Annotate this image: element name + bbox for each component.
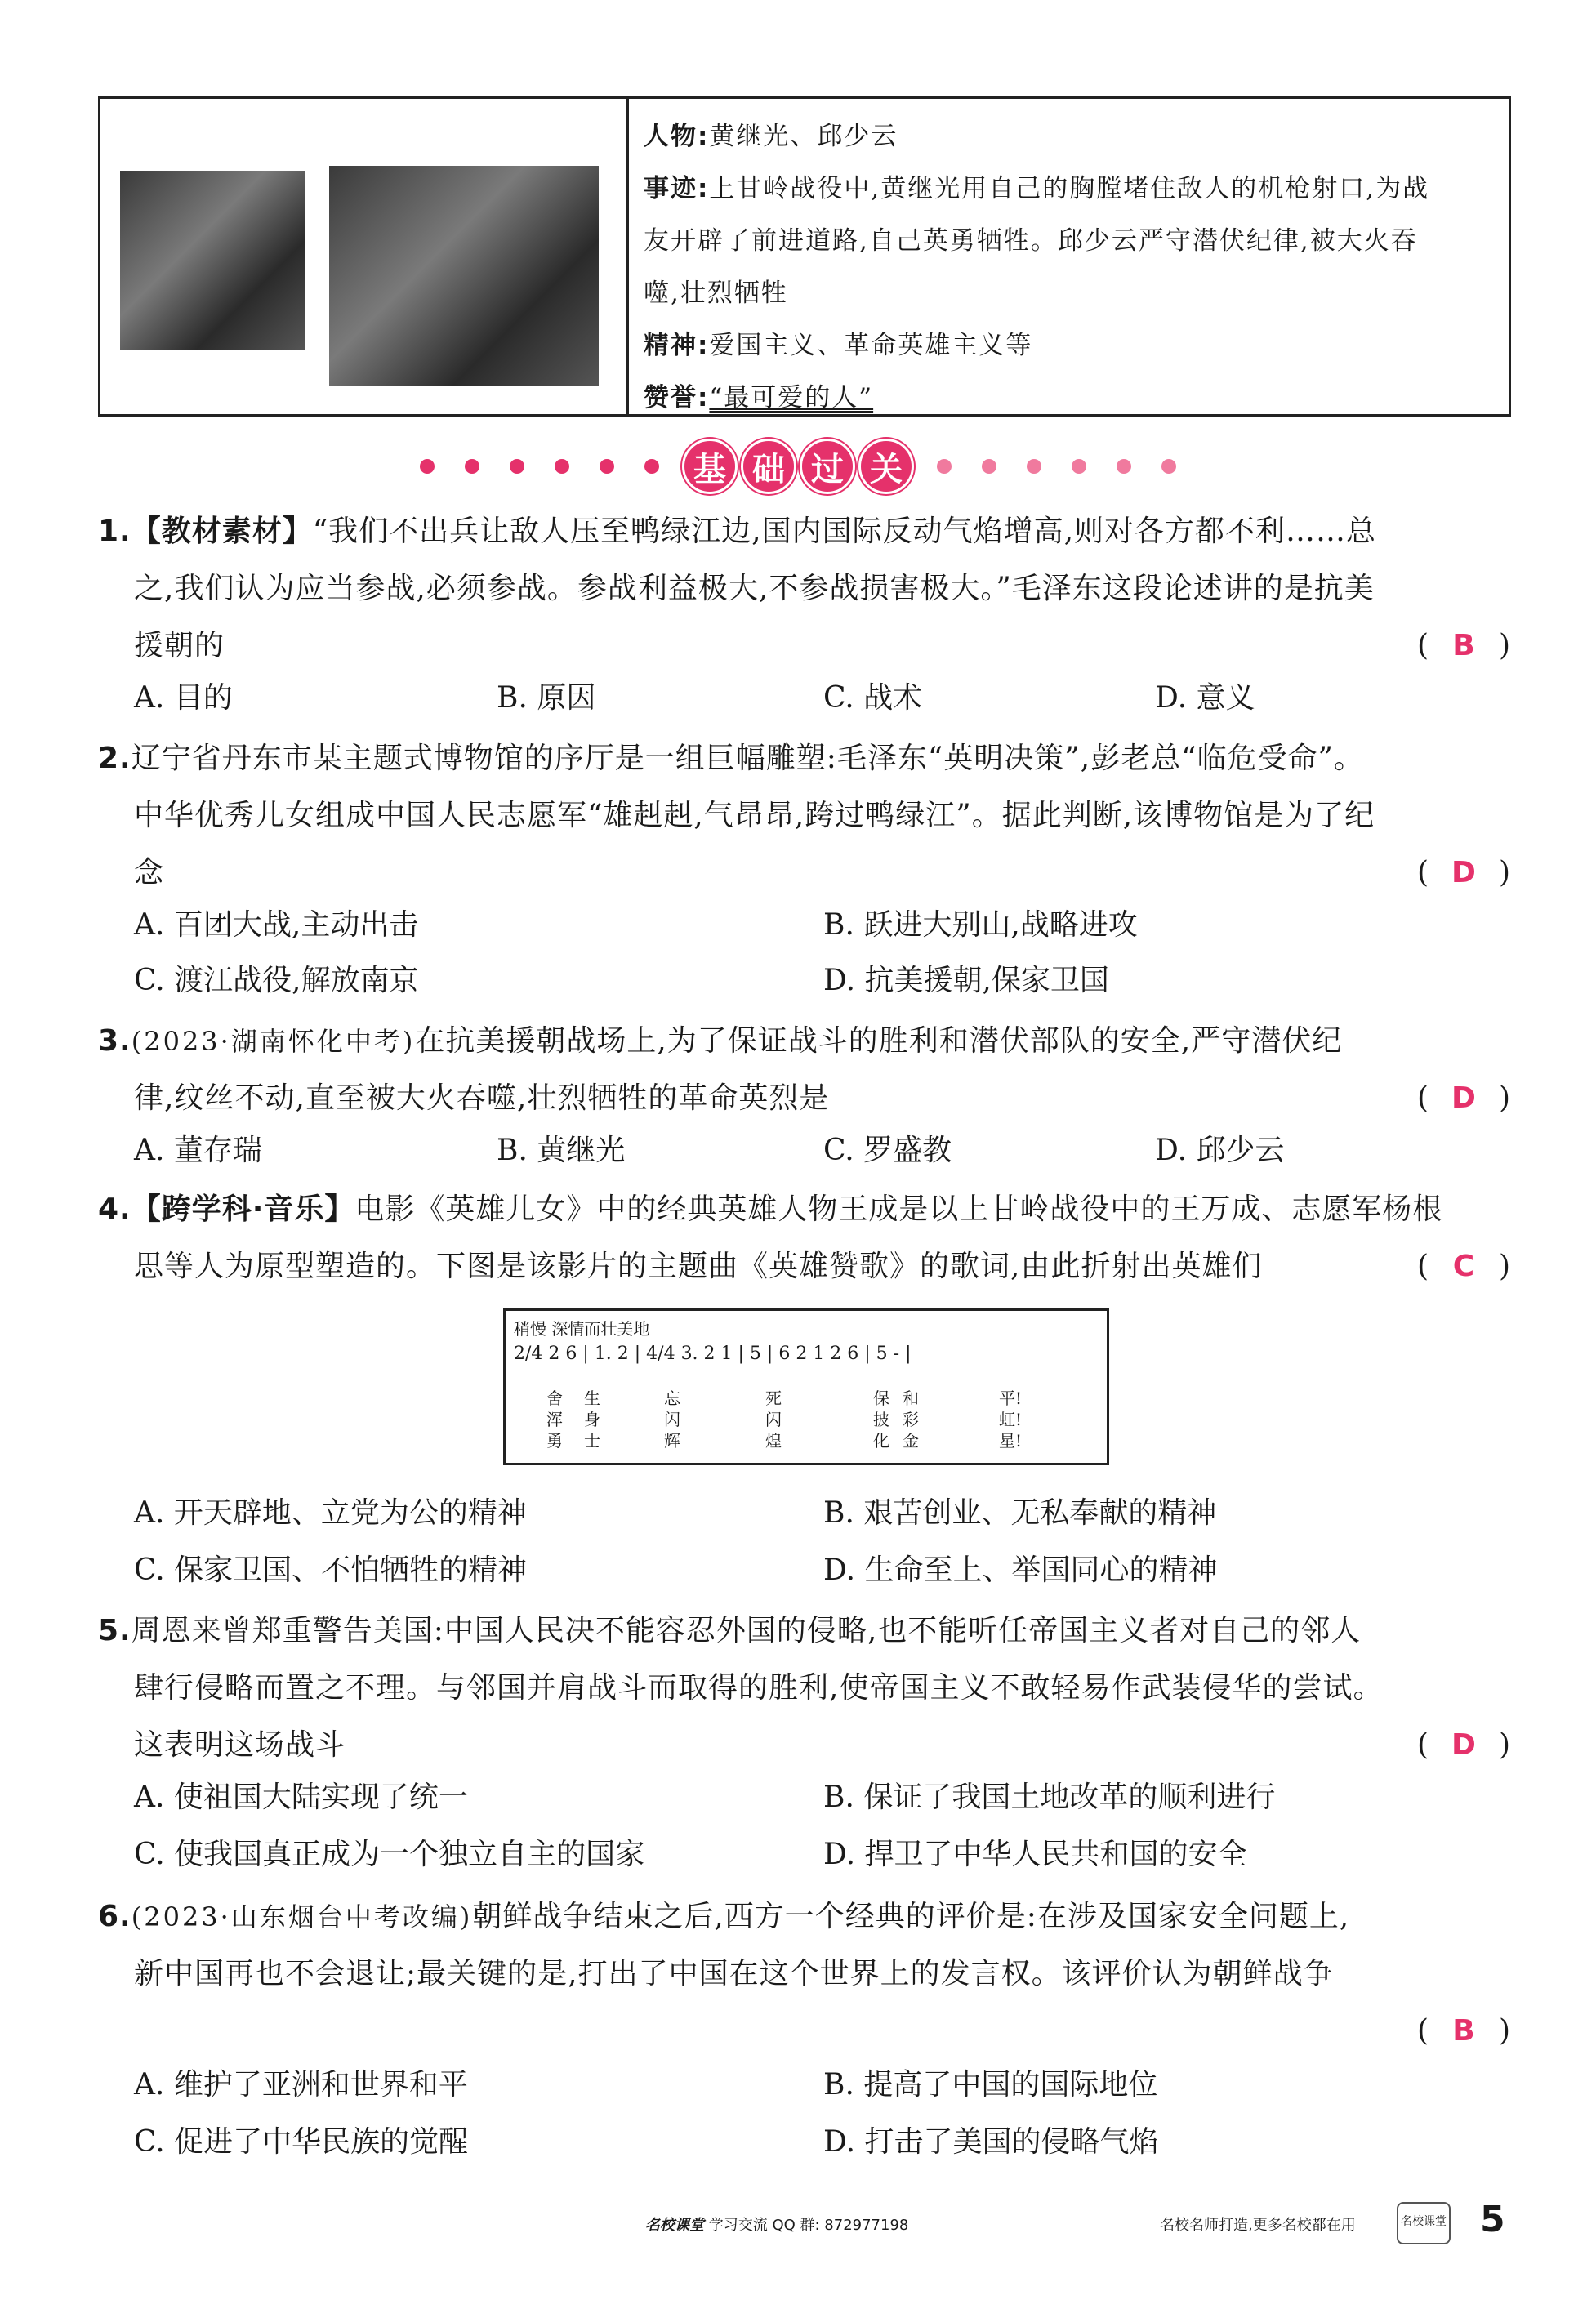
- hero-photos: [100, 99, 629, 414]
- question-3: 3.(2023·湖南怀化中考)在抗美援朝战场上,为了保证战斗的胜利和潜伏部队的安全,严守潜伏纪 律,纹丝不动,直至被大火吞噬,壮烈牺牲的革命英烈是 ( D ): [98, 1013, 1511, 1127]
- music-score: 稍慢 深情而壮美地 2/4 2 6 | 1. 2 | 4/4 3. 2 1 | 5 | 6 2 1 2 6 | 5 - | 舍 浑 勇 生 身 士 忘 闪 辉 死 闪 煌 保 披 化 和 彩 金 平! 虹! 星!: [503, 1308, 1109, 1465]
- page-footer: [0, 2199, 1596, 2256]
- section-title: 基 础 过 关: [682, 439, 914, 494]
- person-row: 人物:黄继光、邱少云: [644, 122, 898, 151]
- brand-logo: 名校课堂: [1397, 2202, 1451, 2244]
- footer-slogan: 名校名师打造,更多名校都在用: [1160, 2217, 1356, 2234]
- banner-dots-right: [937, 459, 1176, 474]
- question-5: 5.周恩来曾郑重警告美国:中国人民决不能容忍外国的侵略,也不能听任帝国主义者对自己的邻人 肆行侵略而置之不理。与邻国并肩战斗而取得的胜利,使帝国主义不敢轻易作武装侵华的尝试。 这表明这场战斗 ( D ): [98, 1602, 1511, 1774]
- question-6: 6.(2023·山东烟台中考改编)朝鲜战争结束之后,西方一个经典的评价是:在涉及国家安全问题上, 新中国再也不会退让;最关键的是,打出了中国在这个世界上的发言权。该评价认为朝鲜战争 ( B ): [98, 1888, 1511, 2003]
- praise-row: 赞誉:“最可爱的人”: [644, 383, 874, 412]
- deed-row-3: 噬,壮烈牺牲: [644, 279, 788, 308]
- footer-qq: 名校课堂 学习交流 QQ 群: 872977198: [645, 2217, 909, 2234]
- hero-info-box: [98, 96, 1511, 417]
- hero-info-text: [629, 99, 1509, 414]
- deed-row-2: 友开辟了前进道路,自己英勇牺牲。邱少云严守潜伏纪律,被大火吞: [644, 226, 1418, 256]
- question-4: 4.【跨学科·音乐】电影《英雄儿女》中的经典英雄人物王成是以上甘岭战役中的王万成、志愿军杨根 思等人为原型塑造的。下图是该影片的主题曲《英雄赞歌》的歌词,由此折射出英雄们 ( C ): [98, 1181, 1511, 1295]
- spirit-row: 精神:爱国主义、革命英雄主义等: [644, 331, 1033, 360]
- answer-4: ( C ): [1417, 1250, 1511, 1283]
- question-1: 1.【教材素材】“我们不出兵让敌人压至鸭绿江边,国内国际反动气焰增高,则对各方都不利……总 之,我们认为应当参战,必须参战。参战利益极大,不参战损害极大。”毛泽东这段论述讲的是抗美 援朝的 ( B ): [98, 503, 1511, 675]
- question-2: 2.辽宁省丹东市某主题式博物馆的序厅是一组巨幅雕塑:毛泽东“英明决策”,彭老总“临危受命”。 中华优秀儿女组成中国人民志愿军“雄赳赳,气昂昂,跨过鸭绿江”。据此判断,该博物馆是为了纪 念 ( D ): [98, 730, 1511, 902]
- answer-3: ( D ): [1417, 1081, 1511, 1115]
- deed-row: 事迹:上甘岭战役中,黄继光用自己的胸膛堵住敌人的机枪射口,为战: [644, 174, 1430, 203]
- answer-5: ( D ): [1417, 1728, 1511, 1762]
- photo-huang-jiguang: [120, 171, 305, 350]
- answer-1: ( B ): [1417, 629, 1511, 662]
- banner-dots-left: [420, 459, 659, 474]
- page-number: 5: [1480, 2199, 1505, 2240]
- photo-qiu-shaoyun: [329, 166, 599, 386]
- section-banner: [0, 438, 1596, 495]
- answer-6: ( B ): [1417, 2014, 1511, 2048]
- answer-2: ( D ): [1417, 856, 1511, 889]
